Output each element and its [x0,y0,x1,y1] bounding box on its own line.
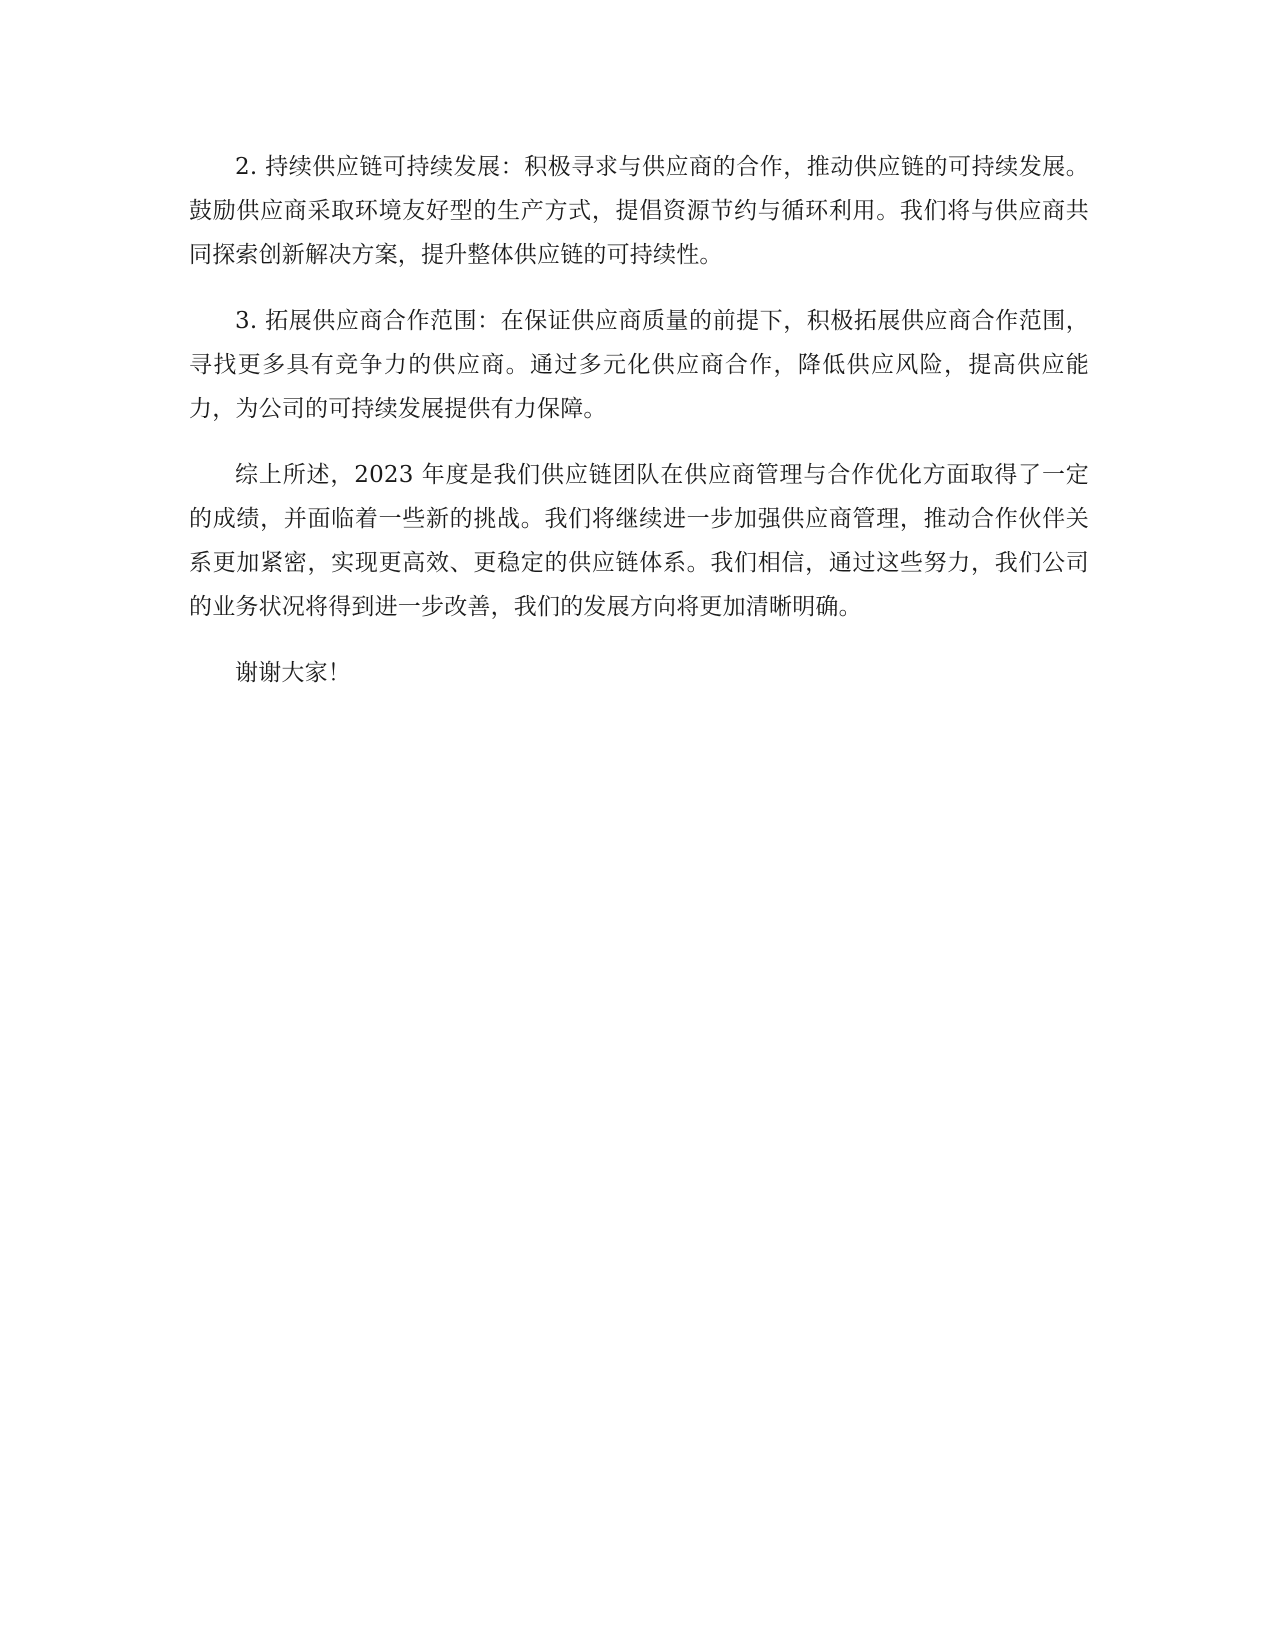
document-body [189,145,1089,717]
paragraph-sustainable-supply-chain: 2. 持续供应链可持续发展：积极寻求与供应商的合作，推动供应链的可持续发展。鼓励供应商采取环境友好型的生产方式，提倡资源节约与循环利用。我们将与供应商共同探索创新解决方案，提升整体供应链的可持续性。 [189,154,1089,268]
paragraph-summary: 综上所述，2023 年度是我们供应链团队在供应商管理与合作优化方面取得了一定的成绩，并面临着一些新的挑战。我们将继续进一步加强供应商管理，推动合作伙伴关系更加紧密，实现更高效、更稳定的供应链体系。我们相信，通过这些努力，我们公司的业务状况将得到进一步改善，我们的发展方向将更加清晰明确。 [189,462,1089,620]
paragraph-thanks: 谢谢大家！ [235,660,351,686]
paragraph-expand-supplier-cooperation: 3. 拓展供应商合作范围：在保证供应商质量的前提下，积极拓展供应商合作范围，寻找更多具有竞争力的供应商。通过多元化供应商合作，降低供应风险，提高供应能力，为公司的可持续发展提供有力保障。 [189,308,1089,422]
